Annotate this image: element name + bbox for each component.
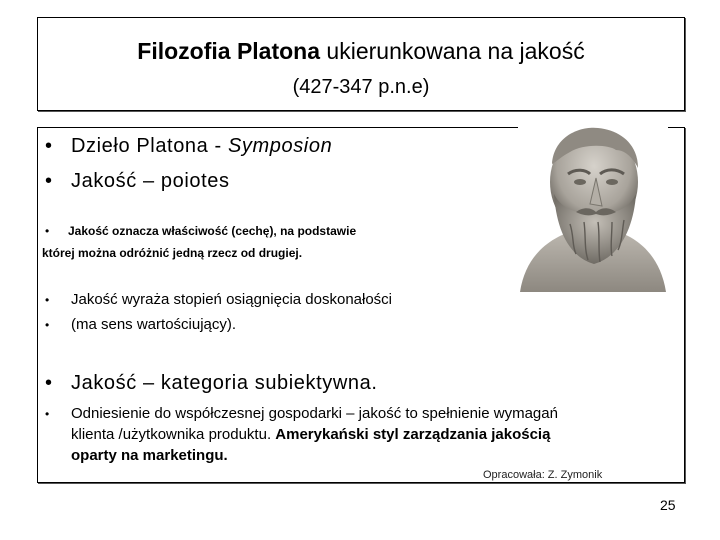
bullet-2-text: Jakość – poiotes bbox=[71, 170, 230, 192]
page-number: 25 bbox=[660, 497, 676, 513]
bullet-3-marker: • bbox=[45, 293, 50, 307]
sub-bullet-marker: • bbox=[45, 224, 50, 238]
bullet-6-line-3: oparty na marketingu. bbox=[71, 447, 228, 464]
bullet-6-line-1: Odniesienie do współczesnej gospodarki – jakość to spełnienie wymagań bbox=[71, 405, 558, 422]
bullet-2-marker: • bbox=[45, 170, 53, 192]
bullet-1-italic: Symposion bbox=[227, 135, 333, 157]
author-credit: Opracowała: Z. Zymonik bbox=[483, 469, 603, 481]
bullet-6-line-2 bbox=[71, 426, 550, 443]
sub-point-line-2: której można odróżnić jedną rzecz od drugiej. bbox=[42, 246, 303, 260]
bullet-6-line-2-plain: klienta /użytkownika produktu. bbox=[71, 426, 276, 443]
bullet-1-marker: • bbox=[45, 135, 53, 157]
bullet-3-text: Jakość wyraża stopień osiągnięcia doskonałości bbox=[71, 291, 393, 308]
bullet-5-text: Jakość – kategoria subiektywna. bbox=[71, 372, 378, 394]
slide-subtitle-dates: (427-347 p.n.e) bbox=[292, 76, 430, 98]
bullet-4-text: (ma sens wartościujący). bbox=[71, 316, 237, 333]
bullet-6-line-2-bold: Amerykański styl zarządzania jakością bbox=[275, 426, 551, 443]
bullet-1-text bbox=[71, 135, 332, 158]
slide-title-bold: Filozofia Platona bbox=[137, 38, 321, 64]
plato-bust-icon bbox=[518, 124, 668, 292]
content-box bbox=[37, 127, 685, 483]
bullet-5-marker: • bbox=[45, 372, 53, 394]
slide-title bbox=[38, 38, 684, 65]
slide-title-rest: ukierunkowana na jakość bbox=[320, 38, 585, 64]
bullet-6-marker: • bbox=[45, 407, 50, 421]
bullet-1-plain: Dzieło Platona - bbox=[71, 135, 228, 157]
title-box bbox=[37, 17, 685, 111]
bullet-4-marker: • bbox=[45, 318, 50, 332]
sub-point-line-1: Jakość oznacza właściwość (cechę), na podstawie bbox=[68, 224, 357, 238]
